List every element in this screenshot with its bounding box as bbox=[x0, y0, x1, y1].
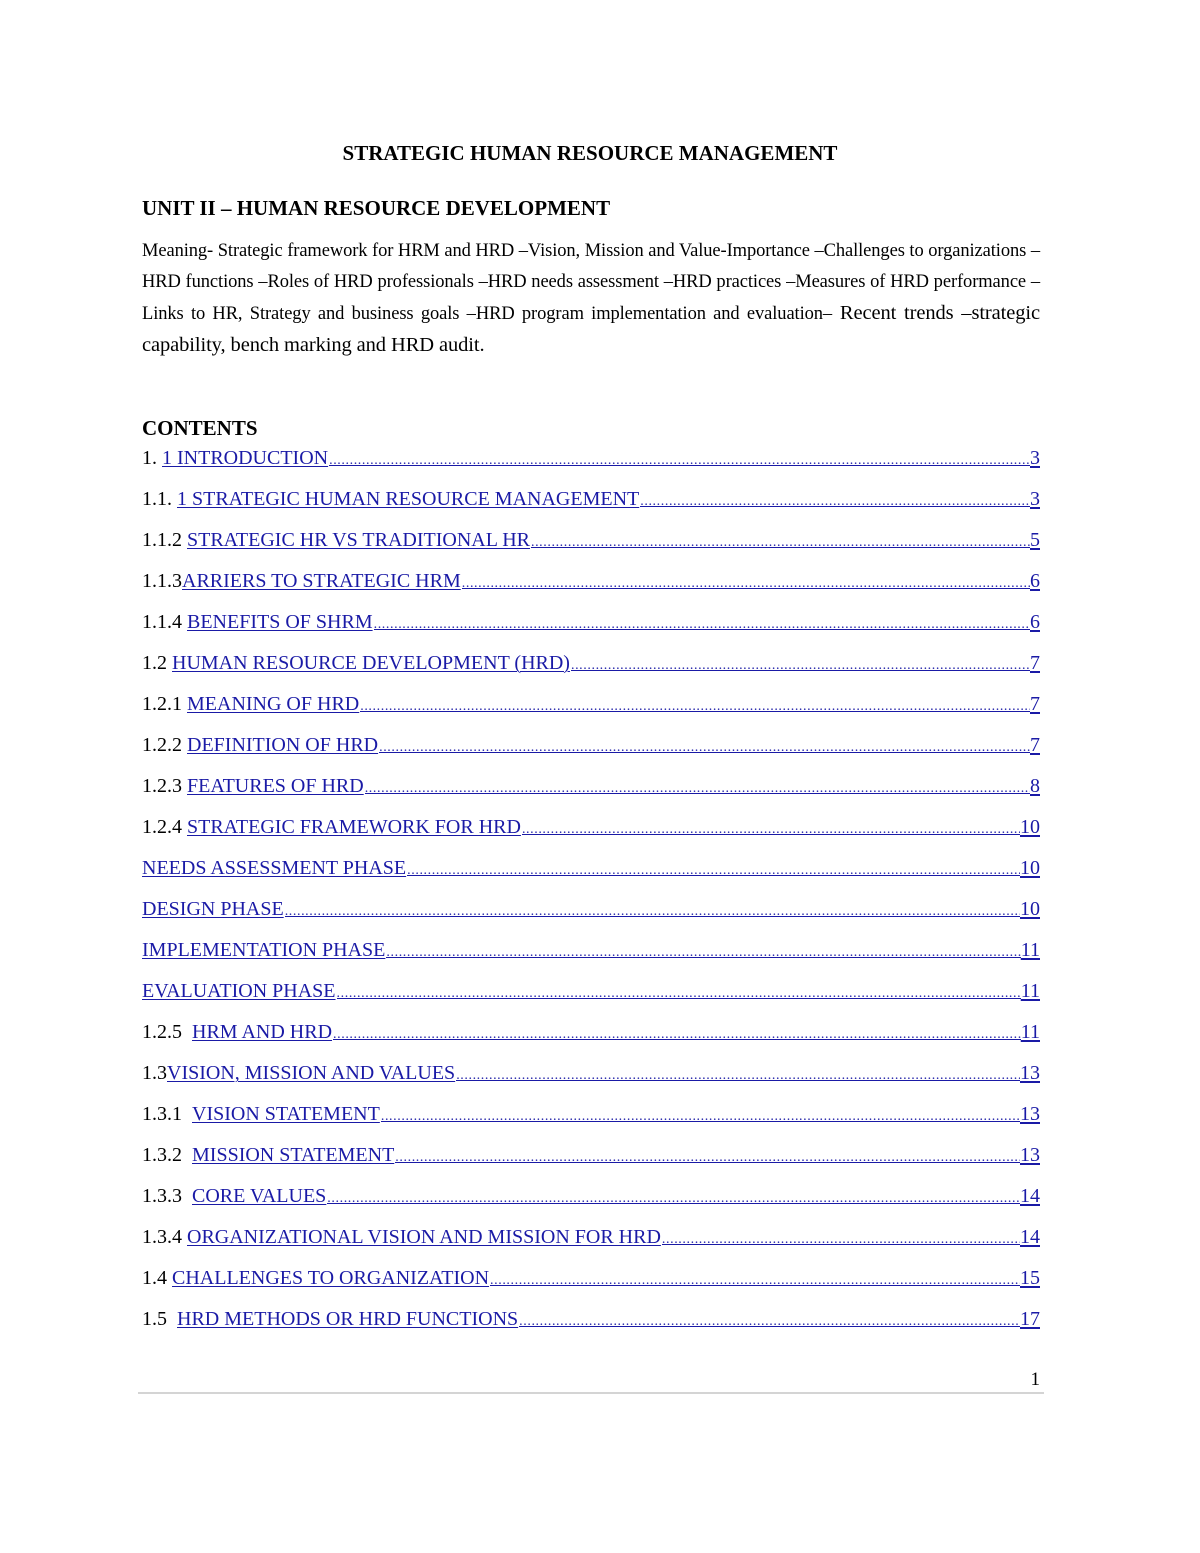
toc-entry-page-number[interactable]: 13 bbox=[1020, 1062, 1040, 1084]
toc-entry-link[interactable]: STRATEGIC FRAMEWORK FOR HRD bbox=[187, 816, 521, 838]
toc-entry-number: 1.5 bbox=[142, 1308, 177, 1330]
syllabus-tail-text: Recent trends –strategic capability, bench marking and HRD audit. bbox=[142, 302, 1040, 356]
toc-entry-page-number[interactable]: 3 bbox=[1030, 488, 1040, 510]
toc-entry-page-number[interactable]: 14 bbox=[1020, 1185, 1040, 1207]
toc-entry-number: 1.2.2 bbox=[142, 734, 187, 756]
toc-dot-leader bbox=[379, 740, 1030, 753]
toc-entry-number: 1.1. bbox=[142, 488, 177, 510]
toc-entry-page-number[interactable]: 6 bbox=[1030, 570, 1040, 592]
toc-entry-link[interactable]: DESIGN PHASE bbox=[142, 898, 284, 920]
toc-entry-link[interactable]: VISION STATEMENT bbox=[192, 1103, 380, 1125]
contents-heading: CONTENTS bbox=[142, 416, 258, 440]
toc-entry-page-number[interactable]: 13 bbox=[1020, 1103, 1040, 1125]
toc-entry-number: 1.2.3 bbox=[142, 775, 187, 797]
toc-entry[interactable] bbox=[142, 693, 1040, 721]
toc-entry-number: 1. bbox=[142, 447, 162, 469]
toc-dot-leader bbox=[333, 1027, 1021, 1040]
toc-entry-number: 1.2.5 bbox=[142, 1021, 192, 1043]
toc-entry-number: 1.1.3 bbox=[142, 570, 182, 592]
toc-dot-leader bbox=[329, 453, 1030, 466]
toc-dot-leader bbox=[285, 904, 1020, 917]
toc-dot-leader bbox=[519, 1314, 1020, 1327]
toc-entry[interactable] bbox=[142, 529, 1040, 557]
toc-entry-link[interactable]: DEFINITION OF HRD bbox=[187, 734, 379, 756]
toc-entry-link[interactable]: FEATURES OF HRD bbox=[187, 775, 364, 797]
toc-dot-leader bbox=[374, 617, 1030, 630]
toc-dot-leader bbox=[456, 1068, 1020, 1081]
toc-entry[interactable] bbox=[142, 652, 1040, 680]
document-title: STRATEGIC HUMAN RESOURCE MANAGEMENT bbox=[342, 141, 838, 165]
toc-entry[interactable] bbox=[142, 447, 1040, 475]
toc-dot-leader bbox=[327, 1191, 1020, 1204]
toc-entry-number: 1.2.4 bbox=[142, 816, 187, 838]
toc-entry[interactable] bbox=[142, 939, 1040, 967]
toc-entry-link[interactable]: HUMAN RESOURCE DEVELOPMENT (HRD) bbox=[172, 652, 570, 674]
toc-dot-leader bbox=[522, 822, 1020, 835]
toc-entry-link[interactable]: MISSION STATEMENT bbox=[192, 1144, 395, 1166]
toc-entry[interactable] bbox=[142, 1062, 1040, 1090]
syllabus-paragraph bbox=[142, 236, 1040, 362]
toc-entry[interactable] bbox=[142, 1185, 1040, 1213]
toc-dot-leader bbox=[462, 576, 1030, 589]
toc-entry[interactable] bbox=[142, 898, 1040, 926]
toc-dot-leader bbox=[337, 986, 1021, 999]
toc-entry-page-number[interactable]: 7 bbox=[1030, 734, 1040, 756]
toc-entry[interactable] bbox=[142, 488, 1040, 516]
toc-entry[interactable] bbox=[142, 570, 1040, 598]
footer-divider bbox=[138, 1392, 1044, 1394]
toc-dot-leader bbox=[386, 945, 1020, 958]
toc-entry-link[interactable]: EVALUATION PHASE bbox=[142, 980, 336, 1002]
toc-entry[interactable] bbox=[142, 816, 1040, 844]
toc-entry-page-number[interactable]: 11 bbox=[1020, 980, 1040, 1002]
toc-dot-leader bbox=[640, 494, 1030, 507]
toc-entry-page-number[interactable]: 17 bbox=[1020, 1308, 1040, 1330]
toc-entry-link[interactable]: VISION, MISSION AND VALUES bbox=[167, 1062, 456, 1084]
toc-entry-link[interactable]: 1 INTRODUCTION bbox=[162, 447, 329, 469]
toc-entry-number: 1.1.2 bbox=[142, 529, 187, 551]
toc-entry[interactable] bbox=[142, 775, 1040, 803]
toc-entry-link[interactable]: STRATEGIC HR VS TRADITIONAL HR bbox=[187, 529, 530, 551]
unit-heading: UNIT II – HUMAN RESOURCE DEVELOPMENT bbox=[142, 196, 611, 220]
toc-dot-leader bbox=[360, 699, 1030, 712]
page-number: 1 bbox=[1030, 1369, 1040, 1390]
toc-dot-leader bbox=[490, 1273, 1020, 1286]
toc-dot-leader bbox=[407, 863, 1020, 876]
toc-entry-link[interactable]: CORE VALUES bbox=[192, 1185, 327, 1207]
toc-dot-leader bbox=[395, 1150, 1020, 1163]
toc-entry-number: 1.2.1 bbox=[142, 693, 187, 715]
toc-entry-link[interactable]: HRM AND HRD bbox=[192, 1021, 333, 1043]
toc-entry-link[interactable]: MEANING OF HRD bbox=[187, 693, 360, 715]
toc-entry-page-number[interactable]: 11 bbox=[1020, 1021, 1040, 1043]
toc-entry-link[interactable]: ORGANIZATIONAL VISION AND MISSION FOR HRD bbox=[187, 1226, 661, 1248]
toc-entry[interactable] bbox=[142, 1308, 1040, 1336]
toc-entry-link[interactable]: ARRIERS TO STRATEGIC HRM bbox=[182, 570, 461, 592]
toc-entry-page-number[interactable]: 3 bbox=[1030, 447, 1040, 469]
toc-entry[interactable] bbox=[142, 1226, 1040, 1254]
toc-entry-link[interactable]: 1 STRATEGIC HUMAN RESOURCE MANAGEMENT bbox=[177, 488, 640, 510]
toc-entry-page-number[interactable]: 8 bbox=[1030, 775, 1040, 797]
toc-dot-leader bbox=[381, 1109, 1020, 1122]
toc-entry-page-number[interactable]: 14 bbox=[1020, 1226, 1040, 1248]
toc-entry-page-number[interactable]: 5 bbox=[1030, 529, 1040, 551]
toc-entry-number: 1.3.3 bbox=[142, 1185, 192, 1207]
toc-entry-page-number[interactable]: 13 bbox=[1020, 1144, 1040, 1166]
toc-entry-number: 1.2 bbox=[142, 652, 172, 674]
toc-dot-leader bbox=[571, 658, 1030, 671]
toc-entry[interactable] bbox=[142, 1021, 1040, 1049]
toc-entry[interactable] bbox=[142, 857, 1040, 885]
toc-entry[interactable] bbox=[142, 1103, 1040, 1131]
toc-entry-page-number[interactable]: 15 bbox=[1020, 1267, 1040, 1289]
toc-entry[interactable] bbox=[142, 1144, 1040, 1172]
toc-entry-link[interactable]: CHALLENGES TO ORGANIZATION bbox=[172, 1267, 490, 1289]
toc-entry-link[interactable]: BENEFITS OF SHRM bbox=[187, 611, 373, 633]
toc-entry[interactable] bbox=[142, 611, 1040, 639]
toc-entry-number: 1.4 bbox=[142, 1267, 172, 1289]
toc-entry[interactable] bbox=[142, 734, 1040, 762]
toc-entry-link[interactable]: NEEDS ASSESSMENT PHASE bbox=[142, 857, 407, 879]
toc-entry-page-number[interactable]: 10 bbox=[1020, 898, 1040, 920]
toc-entry-number: 1.3.2 bbox=[142, 1144, 192, 1166]
toc-entry-number: 1.3.4 bbox=[142, 1226, 187, 1248]
toc-entry[interactable] bbox=[142, 980, 1040, 1008]
toc-entry-link[interactable]: IMPLEMENTATION PHASE bbox=[142, 939, 386, 961]
syllabus-main-text: Meaning- Strategic framework for HRM and HRD –Vision, Mission and Value-Importance –Challenges to organizations –HRD functions –Roles of HRD professionals –HRD needs assessment –HRD practices –Measures of HRD performance – Links to HR, Strategy and business goals –HRD program implementation and evaluation– bbox=[142, 241, 1040, 324]
toc-entry-number: 1.3.1 bbox=[142, 1103, 192, 1125]
toc-entry[interactable] bbox=[142, 1267, 1040, 1295]
toc-dot-leader bbox=[531, 535, 1030, 548]
toc-entry-page-number[interactable]: 7 bbox=[1030, 693, 1040, 715]
toc-entry-page-number[interactable]: 11 bbox=[1020, 939, 1040, 961]
toc-entry-number: 1.1.4 bbox=[142, 611, 187, 633]
toc-entry-page-number[interactable]: 6 bbox=[1030, 611, 1040, 633]
toc-entry-page-number[interactable]: 10 bbox=[1020, 816, 1040, 838]
toc-entry-link[interactable]: HRD METHODS OR HRD FUNCTIONS bbox=[177, 1308, 519, 1330]
toc-entry-page-number[interactable]: 7 bbox=[1030, 652, 1040, 674]
toc-entry-number: 1.3 bbox=[142, 1062, 167, 1084]
toc-dot-leader bbox=[365, 781, 1030, 794]
toc-entry-page-number[interactable]: 10 bbox=[1020, 857, 1040, 879]
toc-dot-leader bbox=[662, 1232, 1020, 1245]
